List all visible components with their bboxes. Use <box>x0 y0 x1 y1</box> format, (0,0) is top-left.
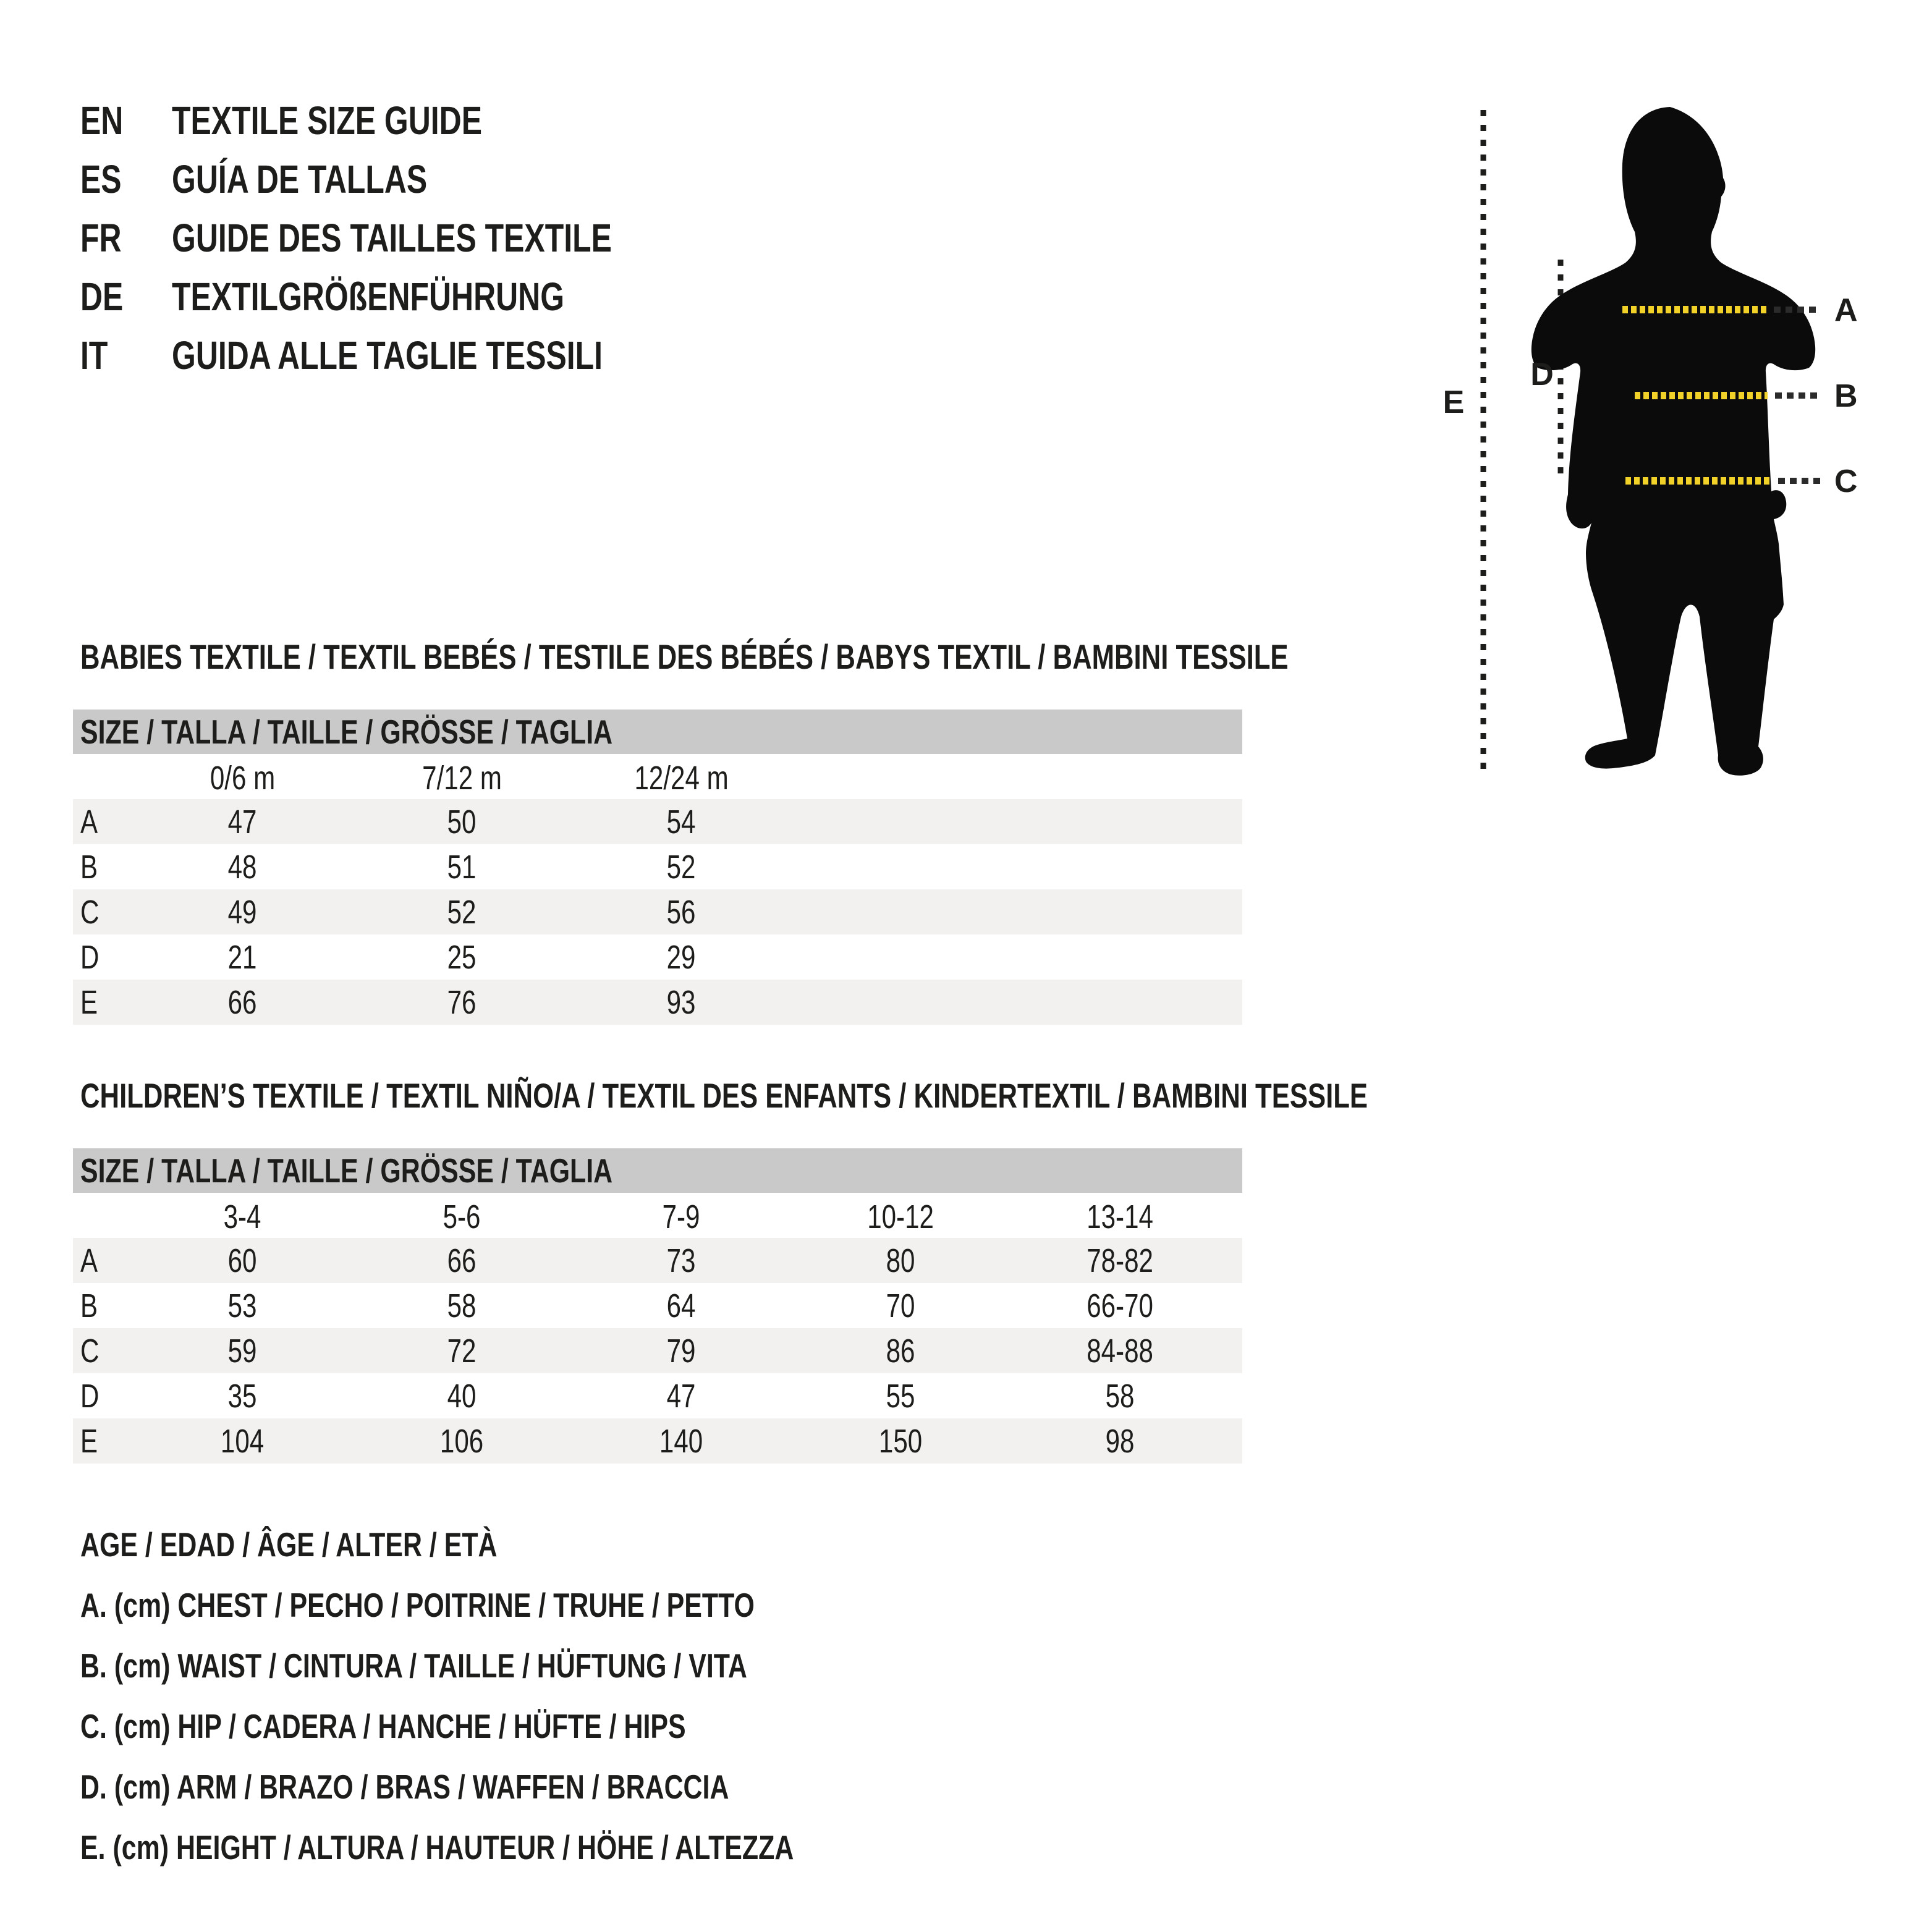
cell-value: 66 <box>447 1242 477 1279</box>
row-label: E <box>80 1422 98 1460</box>
cell-value: 49 <box>228 893 257 931</box>
children-col-header: 7-9 <box>663 1198 700 1235</box>
babies-col-header: 7/12 m <box>422 760 502 797</box>
legend-line-waist: B. (cm) WAIST / CINTURA / TAILLE / HÜFTUNG / VITA <box>80 1646 747 1685</box>
lang-label-fr: GUIDE DES TAILLES TEXTILE <box>172 216 612 260</box>
row-label: B <box>80 848 98 886</box>
cell-value: 25 <box>447 938 477 976</box>
cell-value: 50 <box>447 803 477 841</box>
row-label: D <box>80 938 100 976</box>
cell-value: 80 <box>886 1242 915 1279</box>
cell-value: 40 <box>447 1377 477 1415</box>
cell-value: 66 <box>228 983 257 1021</box>
figure-label-b: B <box>1834 378 1858 414</box>
lang-code-fr: FR <box>80 216 122 260</box>
lang-code-en: EN <box>80 98 124 143</box>
cell-value: 58 <box>447 1287 477 1324</box>
cell-value: 21 <box>228 938 257 976</box>
measurement-figure <box>1421 93 1922 785</box>
cell-value: 55 <box>886 1377 915 1415</box>
cell-value: 70 <box>886 1287 915 1324</box>
babies-column-headers <box>73 756 1242 800</box>
table-row <box>73 1283 1242 1328</box>
children-col-header: 13-14 <box>1087 1198 1154 1235</box>
cell-value: 29 <box>667 938 696 976</box>
cell-value: 93 <box>667 983 696 1021</box>
cell-value: 84-88 <box>1087 1332 1154 1370</box>
row-label: A <box>80 803 98 841</box>
cell-value: 58 <box>1106 1377 1135 1415</box>
table-row <box>73 889 1242 934</box>
children-size-header-bar: SIZE / TALLA / TAILLE / GRÖSSE / TAGLIA <box>73 1148 1242 1193</box>
babies-size-header-bar: SIZE / TALLA / TAILLE / GRÖSSE / TAGLIA <box>73 710 1242 754</box>
cell-value: 59 <box>228 1332 257 1370</box>
table-row <box>73 1238 1242 1283</box>
lang-label-de: TEXTILGRÖßENFÜHRUNG <box>172 274 565 319</box>
babies-col-header: 0/6 m <box>210 760 276 797</box>
legend-line-hip: C. (cm) HIP / CADERA / HANCHE / HÜFTE / HIPS <box>80 1707 686 1745</box>
cell-value: 104 <box>221 1422 265 1460</box>
cell-value: 51 <box>447 848 477 886</box>
lang-code-it: IT <box>80 333 108 378</box>
children-col-header: 3-4 <box>224 1198 261 1235</box>
table-row <box>73 799 1242 844</box>
table-row <box>73 934 1242 980</box>
lang-code-es: ES <box>80 157 122 201</box>
cell-value: 52 <box>667 848 696 886</box>
cell-value: 66-70 <box>1087 1287 1154 1324</box>
row-label: C <box>80 1332 100 1370</box>
table-row <box>73 844 1242 889</box>
figure-label-d: D <box>1530 357 1554 392</box>
legend-line-arm: D. (cm) ARM / BRAZO / BRAS / WAFFEN / BRACCIA <box>80 1768 729 1806</box>
children-section-heading: CHILDREN’S TEXTILE / TEXTIL NIÑO/A / TEXTIL DES ENFANTS / KINDERTEXTIL / BAMBINI TESSILE <box>80 1076 1368 1115</box>
table-row <box>73 1328 1242 1373</box>
row-label: D <box>80 1377 100 1415</box>
babies-col-header: 12/24 m <box>634 760 729 797</box>
cell-value: 35 <box>228 1377 257 1415</box>
cell-value: 64 <box>667 1287 696 1324</box>
table-row <box>73 1418 1242 1464</box>
lang-label-it: GUIDA ALLE TAGLIE TESSILI <box>172 333 603 378</box>
cell-value: 98 <box>1106 1422 1135 1460</box>
table-row <box>73 1373 1242 1418</box>
babies-table-body <box>73 799 1242 1025</box>
cell-value: 54 <box>667 803 696 841</box>
legend-line-age: AGE / EDAD / ÂGE / ALTER / ETÀ <box>80 1525 498 1564</box>
cell-value: 78-82 <box>1087 1242 1154 1279</box>
cell-value: 140 <box>659 1422 703 1460</box>
row-label: E <box>80 983 98 1021</box>
cell-value: 73 <box>667 1242 696 1279</box>
cell-value: 106 <box>440 1422 484 1460</box>
cell-value: 47 <box>228 803 257 841</box>
cell-value: 48 <box>228 848 257 886</box>
lang-label-es: GUÍA DE TALLAS <box>172 157 428 201</box>
cell-value: 60 <box>228 1242 257 1279</box>
children-col-header: 5-6 <box>443 1198 481 1235</box>
row-label: A <box>80 1242 98 1279</box>
cell-value: 47 <box>667 1377 696 1415</box>
cell-value: 150 <box>879 1422 923 1460</box>
row-label: C <box>80 893 100 931</box>
legend-line-chest: A. (cm) CHEST / PECHO / POITRINE / TRUHE / PETTO <box>80 1586 755 1624</box>
cell-value: 79 <box>667 1332 696 1370</box>
row-label: B <box>80 1287 98 1324</box>
cell-value: 86 <box>886 1332 915 1370</box>
cell-value: 52 <box>447 893 477 931</box>
figure-label-a: A <box>1834 292 1858 328</box>
table-row <box>73 980 1242 1025</box>
cell-value: 76 <box>447 983 477 1021</box>
children-table-body <box>73 1238 1242 1464</box>
cell-value: 56 <box>667 893 696 931</box>
figure-label-e: E <box>1443 384 1465 420</box>
figure-label-c: C <box>1834 464 1858 499</box>
children-col-header: 10-12 <box>867 1198 934 1235</box>
lang-label-en: TEXTILE SIZE GUIDE <box>172 98 483 143</box>
cell-value: 53 <box>228 1287 257 1324</box>
lang-code-de: DE <box>80 274 124 319</box>
babies-section-heading: BABIES TEXTILE / TEXTIL BEBÉS / TESTILE DES BÉBÉS / BABYS TEXTIL / BAMBINI TESSILE <box>80 637 1289 676</box>
legend-line-height: E. (cm) HEIGHT / ALTURA / HAUTEUR / HÖHE / ALTEZZA <box>80 1828 794 1866</box>
cell-value: 72 <box>447 1332 477 1370</box>
children-column-headers <box>73 1195 1242 1239</box>
